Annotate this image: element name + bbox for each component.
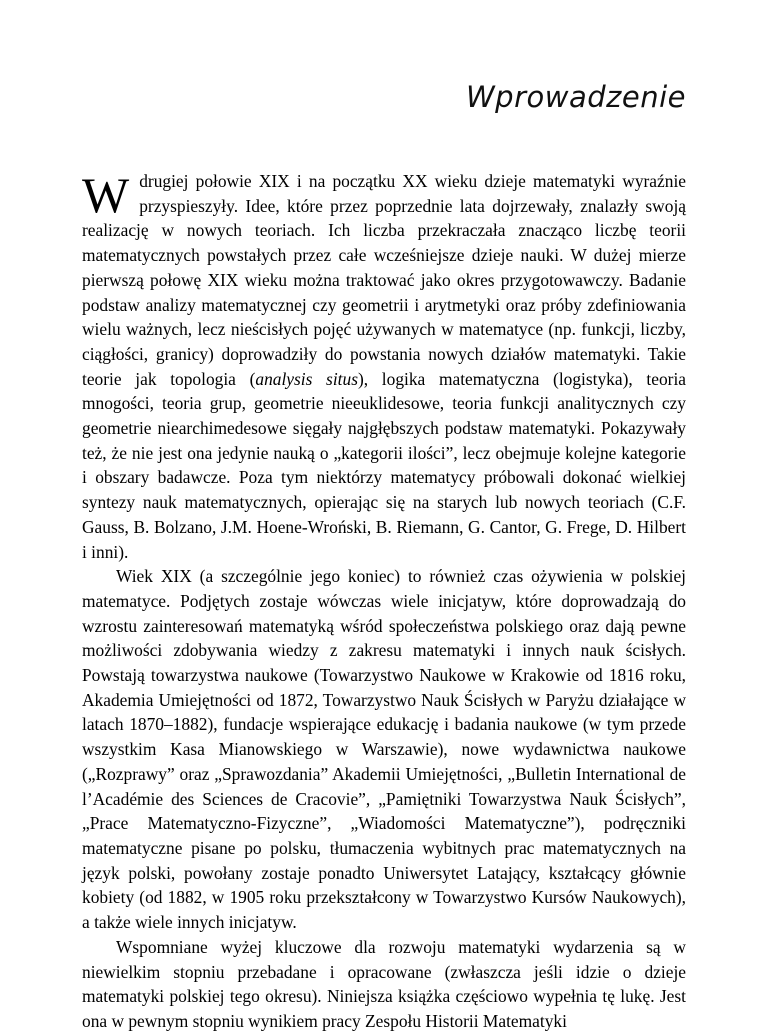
paragraph-3: Wspomniane wyżej kluczowe dla rozwoju matematyki wydarzenia są w niewielkim stopniu przebadane i opracowane (zwłaszcza jeśli idzie o dzieje matematyki polskiej tego okresu). Niniejsza książka częściowo wypełnia tę lukę. Jest ona w pewnym stopniu wynikiem pracy Zespołu Historii Matematyki — [82, 936, 686, 1031]
drop-cap: W — [82, 167, 130, 223]
paragraph-1-italic: analysis situs — [255, 368, 358, 389]
paragraph-1 — [82, 169, 686, 564]
paragraph-2: Wiek XIX (a szczególnie jego koniec) to również czas ożywienia w polskiej matematyce. Podjętych zostaje wówczas wiele inicjatyw, które doprowadzają do wzrostu zainteresowań matematyką wśród społeczeństwa polskiego oraz dają pewne możliwości zdobywania wiedzy z zakresu matematyki i innych nauk ścisłych. Powstają towarzystwa naukowe (Towarzystwo Naukowe w Krakowie od 1816 roku, Akademia Umiejętności od 1872, Towarzystwo Nauk Ścisłych w Paryżu działające w latach 1870–1882), fundacje wspierające edukację i badania naukowe (w tym przede wszystkim Kasa Mianowskiego w Warszawie), nowe wydawnictwa naukowe („Rozprawy” oraz „Sprawozdania” Akademii Umiejętności, „Bulletin International de l’Académie des Sciences de Cracovie”, „Pamiętniki Towarzystwa Nauk Ścisłych”, „Prace Matematyczno-Fizyczne”, „Wiadomości Matematyczne”), podręczniki matematyczne pisane po polsku, tłumaczenia wybitnych prac matematycznych na język polski, powołany zostaje ponadto Uniwersytet Latający, kształcący głównie kobiety (od 1882, w 1905 roku przekształcony w Towarzystwo Kursów Naukowych), a także wiele innych inicjatyw. — [82, 566, 686, 933]
chapter-heading: Wprowadzenie — [466, 80, 686, 114]
body-text — [82, 169, 686, 1034]
paragraph-1-text-rest: ), logika matematyczna (logistyka), teoria mnogości, teoria grup, geometrie nieeuklidesowe, teoria funkcji analitycznych czy geometrie niearchimedesowe sięgały najgłębszych podstaw matematyki. Pokazywały też, że nie jest ona jedynie nauką o „kategorii ilości”, lecz obejmuje kolejne kategorie i obszary badawcze. Poza tym niektórzy matematycy próbowali dokonać wielkiej syntezy nauk matematycznych, opierając się na starych lub nowych teoriach (C.F. Gauss, B. Bolzano, J.M. Hoene-Wroński, B. Riemann, G. Cantor, G. Frege, D. Hilbert i inni). — [82, 368, 687, 562]
paragraph-1-text: drugiej połowie XIX i na początku XX wieku dzieje matematyki wyraźnie przyspieszyły. Idee, które przez poprzednie lata dojrzewały, znalazły swoją realizację w nowych teoriach. Ich liczba przekraczała znacząco liczbę teorii matematycznych powstałych przez całe wcześniejsze dzieje nauki. W dużej mierze pierwszą połowę XIX wieku można traktować jako okres przygotowawczy. Badanie podstaw analizy matematycznej czy geometrii i arytmetyki oraz próby zdefiniowania wielu ważnych, lecz nieścisłych pojęć używanych w matematyce (np. funkcji, liczby, ciągłości, granicy) doprowadziły do powstania nowych działów matematyki. Takie teorie jak topologia ( — [82, 171, 686, 389]
